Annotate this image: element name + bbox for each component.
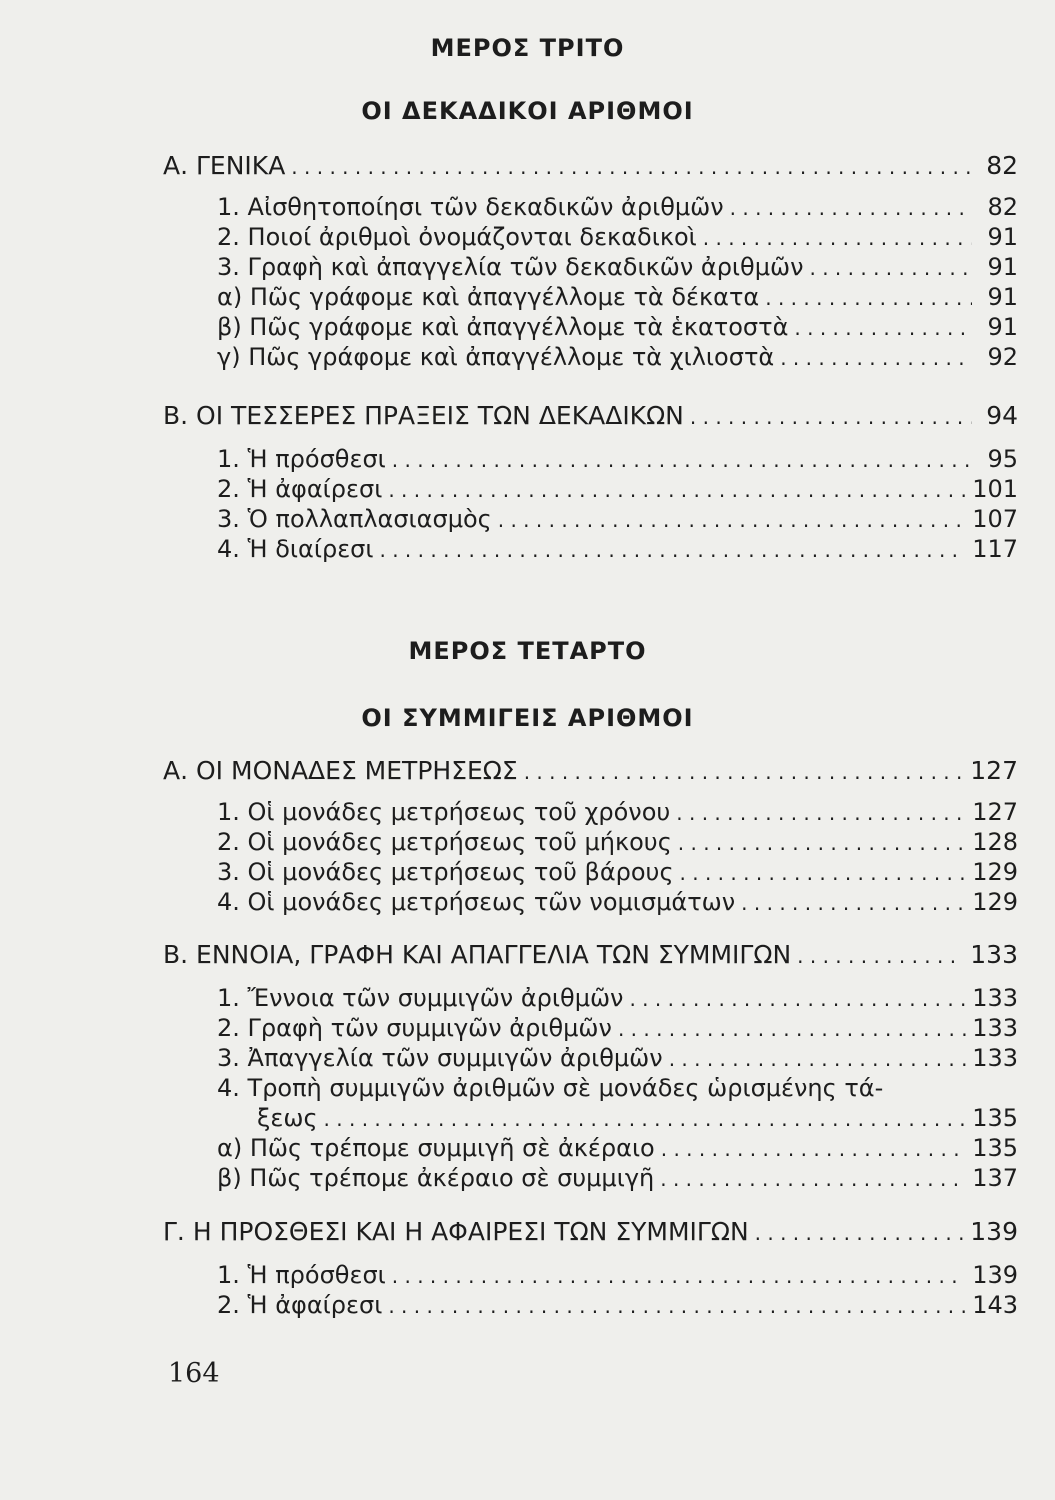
toc-page-number: 133 — [972, 1044, 1018, 1072]
leader-dots — [780, 344, 972, 372]
leader-dots — [730, 194, 972, 222]
toc-page-number: 82 — [987, 193, 1018, 221]
toc-item-label: 1. Ἡ πρόσθεσι — [217, 1261, 386, 1289]
toc-item-row — [217, 223, 1018, 252]
toc-item-label: 2. Ἡ ἀφαίρεσι — [217, 475, 383, 503]
leader-dots — [676, 799, 966, 827]
toc-section-row — [163, 152, 1018, 181]
toc-item-label: 2. Γραφὴ τῶν συμμιγῶν ἀριθμῶν — [217, 1014, 612, 1042]
toc-item-row — [217, 1044, 1018, 1073]
part3-title: ΜΕΡΟΣ ΤΡΙΤΟ — [430, 34, 625, 62]
toc-section-label: Β. ΟΙ ΤΕΣΣΕΡΕΣ ΠΡΑΞΕΙΣ ΤΩΝ ΔΕΚΑΔΙΚΩΝ — [163, 401, 684, 430]
toc-item-continuation-row — [217, 1104, 1018, 1133]
toc-page-number: 91 — [987, 283, 1018, 311]
leader-dots — [388, 476, 966, 504]
page-number-footer: 164 — [168, 1358, 220, 1389]
leader-dots — [765, 284, 972, 312]
toc-page-number: 91 — [987, 253, 1018, 281]
toc-item-row — [217, 475, 1018, 504]
toc-item-row — [217, 798, 1018, 827]
leader-dots — [660, 1165, 966, 1193]
leader-dots — [703, 224, 972, 252]
leader-dots — [524, 758, 965, 786]
toc-page-number: 129 — [972, 858, 1018, 886]
leader-dots — [618, 1015, 966, 1043]
toc-item-label: 3. Ὁ πολλαπλασιασμὸς — [217, 505, 492, 533]
toc-section-row — [163, 402, 1018, 431]
leader-dots — [291, 153, 972, 181]
toc-item-label: 1. Ἔννοια τῶν συμμιγῶν ἀριθμῶν — [217, 984, 624, 1012]
toc-item-label: 4. Ἡ διαίρεσι — [217, 535, 374, 563]
toc-item-label: 2. Ποιοί ἀριθμοὶ ὀνομάζονται δεκαδικοὶ — [217, 223, 697, 251]
leader-dots — [810, 254, 973, 282]
toc-page-number: 133 — [970, 940, 1018, 969]
toc-item-label: β) Πῶς γράφομε καὶ ἀπαγγέλλομε τὰ ἑκατοστὰ — [217, 313, 789, 341]
toc-item-row — [217, 1014, 1018, 1043]
toc-page-number: 137 — [972, 1164, 1018, 1192]
toc-item-row — [217, 888, 1018, 917]
part4-subtitle: ΟΙ ΣΥΜΜΙΓΕΙΣ ΑΡΙΘΜΟΙ — [361, 704, 694, 732]
toc-section-row — [163, 941, 1018, 970]
toc-item-row — [217, 283, 1018, 312]
toc-item-row — [217, 505, 1018, 534]
toc-item-label: 1. Αἰσθητοποίησι τῶν δεκαδικῶν ἀριθμῶν — [217, 193, 724, 221]
toc-item-label: 3. Γραφὴ καὶ ἀπαγγελία τῶν δεκαδικῶν ἀριθμῶν — [217, 253, 804, 281]
leader-dots — [678, 829, 966, 857]
toc-page-number: 117 — [972, 535, 1018, 563]
toc-page-number: 135 — [972, 1134, 1018, 1162]
leader-dots — [324, 1105, 967, 1133]
toc-page-number: 129 — [972, 888, 1018, 916]
toc-page-number: 143 — [972, 1291, 1018, 1319]
leader-dots — [741, 889, 966, 917]
leader-dots — [392, 1262, 966, 1290]
toc-page-number: 95 — [987, 445, 1018, 473]
toc-page-number: 91 — [987, 223, 1018, 251]
toc-section-label: Α. ΟΙ ΜΟΝΑΔΕΣ ΜΕΤΡΗΣΕΩΣ — [163, 756, 518, 785]
toc-item-row — [217, 1074, 1018, 1102]
leader-dots — [392, 446, 972, 474]
toc-section-label: Β. ΕΝΝΟΙΑ, ΓΡΑΦΗ ΚΑΙ ΑΠΑΓΓΕΛΙΑ ΤΩΝ ΣΥΜΜΙΓΩΝ — [163, 940, 792, 969]
toc-item-label: α) Πῶς τρέπομε συμμιγῆ σὲ ἀκέραιο — [217, 1134, 655, 1162]
toc-item-row — [217, 313, 1018, 342]
toc-page-number: 82 — [986, 151, 1018, 180]
toc-page-number: 107 — [972, 505, 1018, 533]
leader-dots — [755, 1219, 965, 1247]
leader-dots — [669, 1045, 967, 1073]
toc-item-row — [217, 984, 1018, 1013]
toc-section-label: Γ. Η ΠΡΟΣΘΕΣΙ ΚΑΙ Η ΑΦΑΙΡΕΣΙ ΤΩΝ ΣΥΜΜΙΓΩΝ — [163, 1217, 749, 1246]
toc-page-number: 128 — [972, 828, 1018, 856]
toc-page-number: 139 — [972, 1261, 1018, 1289]
leader-dots — [797, 942, 964, 970]
toc-item-row — [217, 253, 1018, 282]
toc-section-row — [163, 757, 1018, 786]
toc-item-label: 2. Ἡ ἀφαίρεσι — [217, 1291, 383, 1319]
toc-page-number: 92 — [987, 343, 1018, 371]
toc-item-label: 2. Οἱ μονάδες μετρήσεως τοῦ μήκους — [217, 828, 672, 856]
toc-page-number: 101 — [972, 475, 1018, 503]
leader-dots — [380, 536, 967, 564]
toc-page-number: 139 — [970, 1217, 1018, 1246]
toc-item-row — [217, 193, 1018, 222]
toc-item-label: 1. Ἡ πρόσθεσι — [217, 445, 386, 473]
toc-item-row — [217, 445, 1018, 474]
toc-item-row — [217, 858, 1018, 887]
toc-item-label: 3. Οἱ μονάδες μετρήσεως τοῦ βάρους — [217, 858, 674, 886]
toc-section-row — [163, 1218, 1018, 1247]
toc-item-row — [217, 535, 1018, 564]
toc-item-row — [217, 1134, 1018, 1163]
toc-item-label: 1. Οἱ μονάδες μετρήσεως τοῦ χρόνου — [217, 798, 671, 826]
toc-item-label: γ) Πῶς γράφομε καὶ ἀπαγγέλλομε τὰ χιλιοστὰ — [217, 343, 775, 371]
toc-item-label-continuation: ξεως — [257, 1104, 318, 1132]
leader-dots — [794, 314, 972, 342]
toc-page-number: 91 — [987, 313, 1018, 341]
leader-dots — [661, 1135, 966, 1163]
toc-item-row — [217, 343, 1018, 372]
toc-section-label: Α. ΓΕΝΙΚΑ — [163, 151, 286, 180]
toc-item-label: 4. Οἱ μονάδες μετρήσεως τῶν νομισμάτων — [217, 888, 736, 916]
toc-page-number: 127 — [970, 756, 1018, 785]
toc-page-number: 133 — [972, 1014, 1018, 1042]
part3-subtitle: ΟΙ ΔΕΚΑΔΙΚΟΙ ΑΡΙΘΜΟΙ — [361, 97, 694, 125]
part4-title: ΜΕΡΟΣ ΤΕΤΑΡΤΟ — [408, 637, 647, 665]
toc-item-label: 4. Τροπὴ συμμιγῶν ἀριθμῶν σὲ μονάδες ὡρισμένης τά- — [217, 1074, 884, 1102]
toc-item-row — [217, 828, 1018, 857]
toc-item-row — [217, 1291, 1018, 1320]
toc-item-label: 3. Ἀπαγγελία τῶν συμμιγῶν ἀριθμῶν — [217, 1044, 663, 1072]
leader-dots — [680, 859, 967, 887]
leader-dots — [690, 403, 972, 431]
toc-page-number: 135 — [972, 1104, 1018, 1132]
leader-dots — [629, 985, 966, 1013]
leader-dots — [498, 506, 966, 534]
toc-item-label: β) Πῶς τρέπομε ἀκέραιο σὲ συμμιγῆ — [217, 1164, 655, 1192]
toc-page-number: 127 — [972, 798, 1018, 826]
toc-page-number: 133 — [972, 984, 1018, 1012]
toc-item-label: α) Πῶς γράφομε καὶ ἀπαγγέλλομε τὰ δέκατα — [217, 283, 760, 311]
toc-page-number: 94 — [986, 401, 1018, 430]
toc-item-row — [217, 1261, 1018, 1290]
toc-item-row — [217, 1164, 1018, 1193]
leader-dots — [388, 1292, 966, 1320]
